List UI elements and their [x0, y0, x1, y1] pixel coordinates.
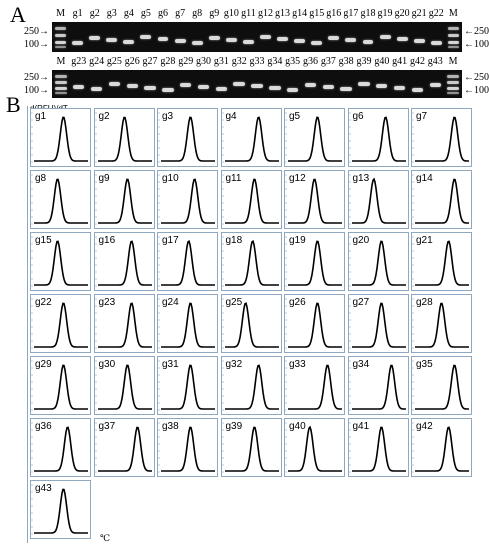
melt-curve-line: [225, 179, 279, 223]
melt-curve-panel: [157, 294, 218, 353]
marker-100-left-row-1: 100→: [24, 39, 49, 50]
marker-band: [55, 75, 66, 78]
lane-label: g8: [192, 8, 203, 19]
pcr-band: [192, 41, 203, 45]
melt-curve-line: [415, 241, 469, 285]
melt-curve-plot: [412, 233, 471, 290]
melt-curve-label: g5: [289, 111, 301, 122]
melt-curve-plot: [349, 419, 408, 476]
melt-curve-plot: [349, 295, 408, 352]
lane-label: g32: [231, 56, 247, 67]
panel-b-letter: B: [6, 92, 21, 117]
lane-label: g23: [71, 56, 87, 67]
lane-label: g29: [178, 56, 194, 67]
lane-label: g5: [140, 8, 151, 19]
melt-curve-label: g2: [98, 111, 110, 122]
pcr-band: [91, 87, 102, 91]
pcr-band: [376, 84, 387, 88]
pcr-band: [430, 83, 441, 87]
melt-curve-panel: [411, 108, 472, 167]
melt-curve-plot: [31, 419, 90, 476]
melt-curve-panel: [30, 480, 91, 539]
melt-curve-plot: [31, 481, 90, 538]
melt-curve-label: g42: [416, 421, 433, 432]
melt-curve-label: g21: [416, 235, 433, 246]
y-axis-line: [27, 106, 28, 543]
marker-band: [55, 81, 66, 84]
lane-label: g36: [303, 56, 318, 67]
melt-curve-label: g25: [225, 297, 243, 308]
melt-curve-plot: [285, 419, 344, 476]
melt-curve-line: [352, 117, 406, 161]
melt-curve-label: g37: [98, 421, 116, 432]
melt-curve-plot: [158, 419, 217, 476]
marker-250-left-row-1: 250→: [24, 26, 49, 37]
melt-curve-panel: [30, 356, 91, 415]
melt-curve-panel: [221, 108, 282, 167]
melt-curve-label: g38: [162, 421, 179, 432]
melt-curve-plot: [222, 357, 281, 414]
lane-label: g17: [343, 8, 359, 19]
lane-label: g18: [360, 8, 376, 19]
melt-curve-line: [288, 241, 342, 285]
melt-curve-label: g23: [98, 297, 116, 308]
melt-curve-panel: [94, 108, 155, 167]
melt-curve-line: [161, 303, 215, 347]
lane-label: g26: [124, 56, 140, 67]
melt-curve-panel: [221, 418, 282, 477]
gel-row-2: [52, 70, 462, 98]
panel-a-letter: A: [10, 2, 26, 27]
gel-row-2-lane-labels: [52, 56, 462, 68]
melt-curve-label: g14: [416, 173, 433, 184]
melt-curve-line: [161, 427, 215, 471]
melt-curve-plot: [95, 419, 154, 476]
melt-curve-panel: [221, 294, 282, 353]
lane-label: g40: [374, 56, 390, 67]
x-axis-unit: ℃: [100, 533, 111, 543]
pcr-band: [226, 38, 237, 42]
lane-label: g11: [241, 8, 256, 19]
lane-label: g37: [320, 56, 336, 67]
melt-curve-label: g20: [352, 235, 370, 246]
melt-curve-label: g15: [35, 235, 52, 246]
marker-250-left-row-2: 250→: [24, 72, 49, 83]
melt-curve-plot: [285, 233, 344, 290]
melt-curve-plot: [222, 419, 281, 476]
melt-curve-label: g18: [225, 235, 243, 246]
lane-label: g35: [285, 56, 301, 67]
melt-curve-label: g27: [352, 297, 370, 308]
melt-curve-plot: [285, 109, 344, 166]
melt-curve-label: g34: [352, 359, 370, 370]
melt-curve-label: g3: [162, 111, 174, 122]
lane-label: g6: [158, 8, 168, 19]
pcr-band: [328, 36, 339, 40]
pcr-band: [72, 41, 83, 45]
melt-curve-label: g9: [98, 173, 110, 184]
melt-curve-plot: [31, 109, 90, 166]
melt-curve-plot: [222, 295, 281, 352]
lane-label: g33: [249, 56, 265, 67]
melt-curve-panel: [411, 294, 472, 353]
pcr-band: [89, 36, 100, 40]
melt-curve-line: [98, 179, 152, 223]
pcr-band: [216, 87, 227, 91]
pcr-band: [311, 41, 322, 45]
melt-curve-panel: [284, 294, 345, 353]
melt-curve-plot: [222, 233, 281, 290]
pcr-band: [251, 84, 262, 88]
pcr-band: [140, 35, 151, 39]
lane-label: g13: [275, 8, 291, 19]
melt-curve-plot: [222, 171, 281, 228]
melt-curve-plot: [349, 109, 408, 166]
marker-100-right-row-2: ←100: [464, 85, 489, 96]
marker-band: [55, 27, 66, 30]
melt-curve-panel: [94, 232, 155, 291]
melt-curve-panel: [30, 108, 91, 167]
melt-curve-label: g41: [352, 421, 370, 432]
melt-curve-panel: [221, 170, 282, 229]
lane-label: g19: [377, 8, 393, 19]
lane-label: M: [448, 8, 458, 19]
melt-curve-line: [288, 117, 342, 161]
melt-curve-label: g33: [289, 359, 306, 370]
lane-label: g1: [72, 8, 83, 19]
melt-curve-panel: [157, 356, 218, 415]
melt-curve-plot: [95, 357, 154, 414]
melt-curve-line: [352, 303, 406, 347]
melt-curve-line: [352, 366, 406, 410]
melt-curve-line: [98, 303, 152, 347]
melt-curve-line: [225, 241, 279, 285]
melt-curve-label: g16: [98, 235, 116, 246]
melt-curve-line: [98, 365, 152, 409]
melt-curve-plot: [158, 233, 217, 290]
marker-band: [55, 87, 66, 90]
melt-curve-line: [34, 427, 88, 471]
melt-curve-panel: [30, 232, 91, 291]
melt-curve-label: g19: [289, 235, 306, 246]
melt-curve-plot: [95, 109, 154, 166]
pcr-band: [294, 39, 305, 43]
lane-label: g28: [160, 56, 176, 67]
melt-curve-panel: [221, 232, 282, 291]
lane-label: g22: [428, 8, 444, 19]
melt-curve-line: [98, 118, 152, 162]
pcr-band: [106, 38, 117, 42]
melt-curve-line: [225, 365, 279, 409]
pcr-band: [158, 37, 169, 41]
melt-curve-panel: [157, 232, 218, 291]
melt-curve-line: [225, 427, 279, 471]
lane-label: M: [56, 56, 66, 67]
pcr-band: [397, 37, 408, 41]
melt-curve-line: [225, 117, 279, 161]
lane-label: g21: [411, 8, 427, 19]
melt-curve-label: g4: [225, 111, 237, 122]
lane-label: g3: [106, 8, 117, 19]
melt-curve-label: g6: [352, 111, 364, 122]
pcr-band: [175, 39, 186, 43]
melt-curve-line: [98, 241, 152, 285]
melt-curve-panel: [94, 356, 155, 415]
melt-curve-line: [161, 179, 215, 223]
pcr-band: [209, 36, 220, 40]
lane-label: g7: [175, 8, 186, 19]
marker-100-right-row-1: ←100: [464, 39, 489, 50]
pcr-band: [412, 88, 423, 92]
marker-band: [447, 75, 458, 78]
marker-100-left-row-2: 100→: [24, 85, 49, 96]
melt-curve-plot: [349, 357, 408, 414]
melt-curve-line: [161, 241, 215, 285]
melt-curve-plot: [412, 171, 471, 228]
melt-curve-line: [34, 489, 88, 533]
melt-curve-panel: [411, 170, 472, 229]
melt-curve-label: g17: [162, 235, 179, 246]
melt-curve-line: [288, 366, 342, 410]
pcr-band: [180, 83, 191, 87]
melt-curve-plot: [158, 295, 217, 352]
pcr-band: [394, 86, 405, 90]
gel-row-1: [52, 22, 462, 52]
marker-band: [447, 92, 458, 94]
melt-curve-panel: [94, 170, 155, 229]
lane-label: g38: [338, 56, 354, 67]
melt-curve-panel: [411, 232, 472, 291]
pcr-band: [162, 88, 173, 92]
melt-curve-plot: [95, 171, 154, 228]
melt-curve-line: [415, 118, 469, 162]
melt-curve-line: [34, 241, 88, 285]
melt-curve-panel: [157, 108, 218, 167]
melt-curve-line: [34, 179, 88, 223]
melt-curve-panel: [348, 294, 409, 353]
lane-label: g20: [394, 8, 410, 19]
melt-curve-label: g35: [416, 359, 433, 370]
pcr-band: [277, 37, 288, 41]
pcr-band: [287, 88, 298, 92]
marker-250-right-row-1: ←250: [464, 26, 489, 37]
melt-curve-panel: [30, 170, 91, 229]
melt-curve-plot: [412, 109, 471, 166]
marker-band: [55, 34, 66, 37]
melt-curve-panel: [284, 108, 345, 167]
lane-label: g24: [89, 56, 105, 67]
lane-label: g39: [356, 56, 372, 67]
melt-curve-panel: [348, 418, 409, 477]
melt-curve-panel: [348, 170, 409, 229]
melt-curve-line: [98, 428, 152, 472]
pcr-band: [340, 87, 351, 91]
melt-curve-label: g29: [35, 359, 52, 370]
melt-curve-line: [352, 179, 406, 223]
melt-curve-panel: [221, 356, 282, 415]
pcr-band: [260, 35, 271, 39]
melt-curve-label: g22: [35, 297, 52, 308]
melt-curve-label: g26: [289, 297, 306, 308]
lane-label: g41: [392, 56, 408, 67]
melt-curve-label: g13: [352, 173, 370, 184]
melt-curve-plot: [285, 171, 344, 228]
lane-label: g42: [409, 56, 425, 67]
lane-label: g15: [309, 8, 325, 19]
pcr-band: [358, 82, 369, 86]
melt-curve-label: g8: [35, 173, 47, 184]
melt-curve-panel: [94, 418, 155, 477]
lane-label: g16: [326, 8, 342, 19]
lane-label: g14: [292, 8, 308, 19]
melt-curve-panel: [94, 294, 155, 353]
pcr-band: [269, 86, 280, 90]
lane-label: g9: [209, 8, 220, 19]
lane-label: M: [448, 56, 458, 67]
melt-curve-plot: [95, 295, 154, 352]
lane-label: g25: [106, 56, 122, 67]
melt-curve-line: [288, 180, 342, 224]
melt-curve-plot: [95, 233, 154, 290]
melt-curve-label: g30: [98, 359, 116, 370]
pcr-band: [127, 84, 138, 88]
melt-curve-panel: [284, 418, 345, 477]
lane-label: g27: [142, 56, 158, 67]
melt-curve-line: [352, 427, 406, 471]
melt-curve-line: [415, 366, 469, 410]
marker-band: [55, 46, 66, 48]
melt-curve-label: g12: [289, 173, 306, 184]
melt-curve-panel: [284, 356, 345, 415]
melt-curve-label: g32: [225, 359, 243, 370]
melt-curve-plot: [349, 171, 408, 228]
lane-label: g12: [257, 8, 273, 19]
melt-curve-plot: [31, 295, 90, 352]
melt-curve-plot: [158, 109, 217, 166]
melt-curve-plot: [412, 357, 471, 414]
melt-curve-label: g40: [289, 421, 306, 432]
lane-label: g30: [196, 56, 212, 67]
marker-band: [448, 41, 459, 44]
pcr-band: [73, 85, 84, 89]
pcr-band: [323, 85, 334, 89]
melt-curve-panel: [284, 170, 345, 229]
marker-250-right-row-2: ←250: [464, 72, 489, 83]
melt-curve-line: [352, 241, 406, 285]
melt-curve-plot: [285, 357, 344, 414]
melt-curve-label: g28: [416, 297, 433, 308]
pcr-band: [233, 82, 244, 86]
pcr-band: [243, 40, 254, 44]
gel-row-1-lane-labels: [52, 8, 462, 20]
lane-label: g10: [223, 8, 239, 19]
melt-curve-line: [34, 117, 88, 161]
lane-label: M: [56, 8, 65, 19]
pcr-band: [305, 83, 316, 87]
pcr-band: [380, 35, 391, 39]
melt-curve-line: [34, 365, 88, 409]
pcr-band: [363, 40, 374, 44]
pcr-band: [345, 38, 356, 42]
melt-curve-plot: [31, 233, 90, 290]
melt-curve-plot: [31, 357, 90, 414]
melt-curve-line: [415, 427, 469, 471]
melt-curve-panel: [30, 418, 91, 477]
melt-curve-panel: [411, 356, 472, 415]
melt-curve-label: g36: [35, 421, 52, 432]
melt-curve-line: [161, 117, 215, 161]
melt-curve-panel: [411, 418, 472, 477]
melt-curve-line: [34, 303, 88, 347]
pcr-band: [414, 39, 425, 43]
lane-label: g31: [213, 56, 229, 67]
melt-curve-line: [225, 303, 279, 347]
marker-band: [448, 46, 459, 48]
melt-curve-label: g11: [225, 173, 242, 184]
pcr-band: [431, 41, 442, 45]
pcr-band: [109, 82, 120, 86]
melt-curve-plot: [412, 295, 471, 352]
lane-label: g43: [427, 56, 443, 67]
melt-curve-panel: [348, 356, 409, 415]
melt-curve-plot: [31, 171, 90, 228]
melt-curve-line: [288, 303, 342, 347]
melt-curve-label: g7: [416, 111, 428, 122]
melt-curve-panel: [157, 418, 218, 477]
melt-curve-label: g31: [162, 359, 179, 370]
melt-curve-line: [288, 427, 342, 471]
melt-curve-label: g1: [35, 111, 47, 122]
melt-curve-line: [415, 180, 469, 224]
melt-curve-panel: [157, 170, 218, 229]
marker-band: [448, 34, 459, 37]
pcr-band: [144, 86, 155, 90]
lane-label: g34: [267, 56, 283, 67]
melt-curve-label: g24: [162, 297, 179, 308]
melt-curve-plot: [349, 233, 408, 290]
melt-curve-line: [415, 304, 469, 348]
marker-band: [448, 27, 459, 30]
marker-band: [55, 92, 66, 94]
melt-curve-panel: [30, 294, 91, 353]
melt-curve-label: g39: [225, 421, 243, 432]
pcr-band: [198, 85, 209, 89]
marker-band: [55, 41, 66, 44]
melt-curve-line: [161, 365, 215, 409]
marker-band: [447, 81, 458, 84]
lane-label: g4: [123, 8, 134, 19]
melt-curve-plot: [222, 109, 281, 166]
melt-curve-plot: [158, 357, 217, 414]
melt-curve-label: g43: [35, 483, 52, 494]
melt-curve-plot: [412, 419, 471, 476]
melt-curve-label: g10: [162, 173, 179, 184]
melt-curve-plot: [285, 295, 344, 352]
marker-band: [447, 87, 458, 90]
pcr-band: [123, 40, 134, 44]
lane-label: g2: [89, 8, 100, 19]
melt-curve-plot: [158, 171, 217, 228]
melt-curve-panel: [348, 108, 409, 167]
melt-curve-panel: [284, 232, 345, 291]
melt-curve-panel: [348, 232, 409, 291]
